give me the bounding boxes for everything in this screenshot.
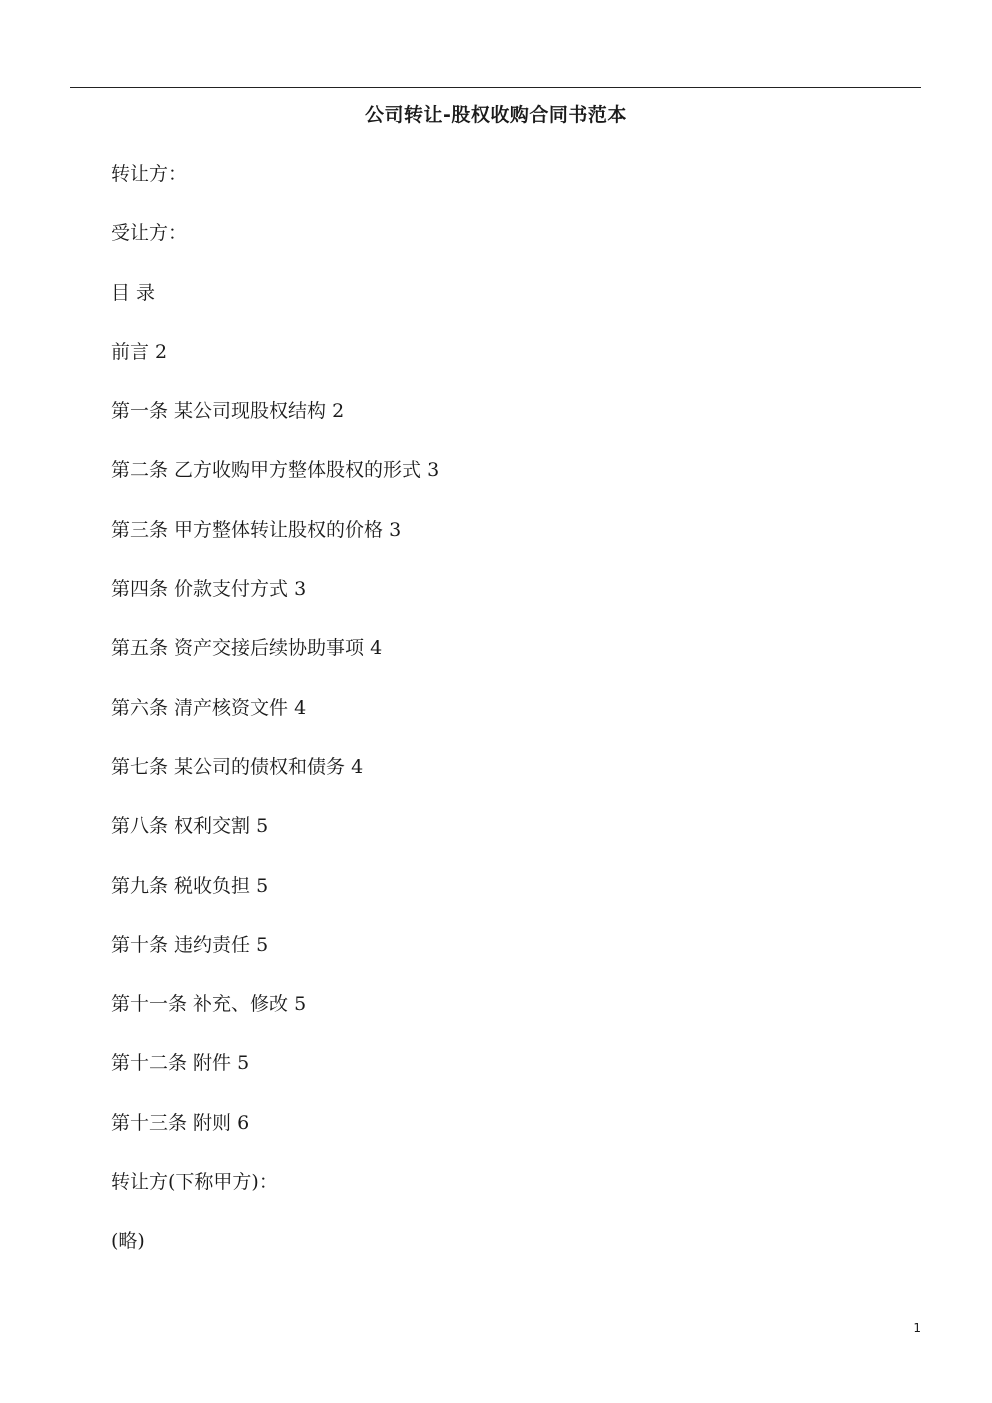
toc-entry-article-2: 第二条 乙方收购甲方整体股权的形式 3 (111, 459, 440, 482)
transferor-label: 转让方： (111, 163, 188, 185)
omitted-note: (略) (111, 1230, 145, 1253)
toc-entry-article-4: 第四条 价款支付方式 3 (111, 578, 307, 601)
toc-entry-article-1: 第一条 某公司现股权结构 2 (111, 400, 345, 423)
toc-entry-article-6: 第六条 清产核资文件 4 (111, 696, 307, 719)
header-rule (70, 87, 921, 88)
toc-heading: 目 录 (111, 281, 156, 304)
toc-entry-article-8: 第八条 权利交割 5 (111, 815, 269, 838)
toc-entry-article-10: 第十条 违约责任 5 (111, 933, 269, 956)
toc-entry-article-11: 第十一条 补充、修改 5 (111, 993, 307, 1016)
document-title: 公司转让-股权收购合同书范本 (365, 104, 627, 126)
party-a-label: 转让方(下称甲方)： (111, 1171, 278, 1194)
toc-entry-article-9: 第九条 税收负担 5 (111, 874, 269, 897)
toc-entry-article-12: 第十二条 附件 5 (111, 1052, 250, 1075)
toc-entry-article-7: 第七条 某公司的债权和债务 4 (111, 755, 364, 778)
toc-entry-article-13: 第十三条 附则 6 (111, 1111, 250, 1134)
toc-entry-article-3: 第三条 甲方整体转让股权的价格 3 (111, 518, 402, 541)
toc-entry-article-5: 第五条 资产交接后续协助事项 4 (111, 637, 383, 660)
toc-entry-preface: 前言 2 (111, 340, 168, 363)
document-body (111, 160, 891, 1287)
page-number: 1 (913, 1321, 921, 1335)
transferee-label: 受让方： (111, 222, 188, 245)
